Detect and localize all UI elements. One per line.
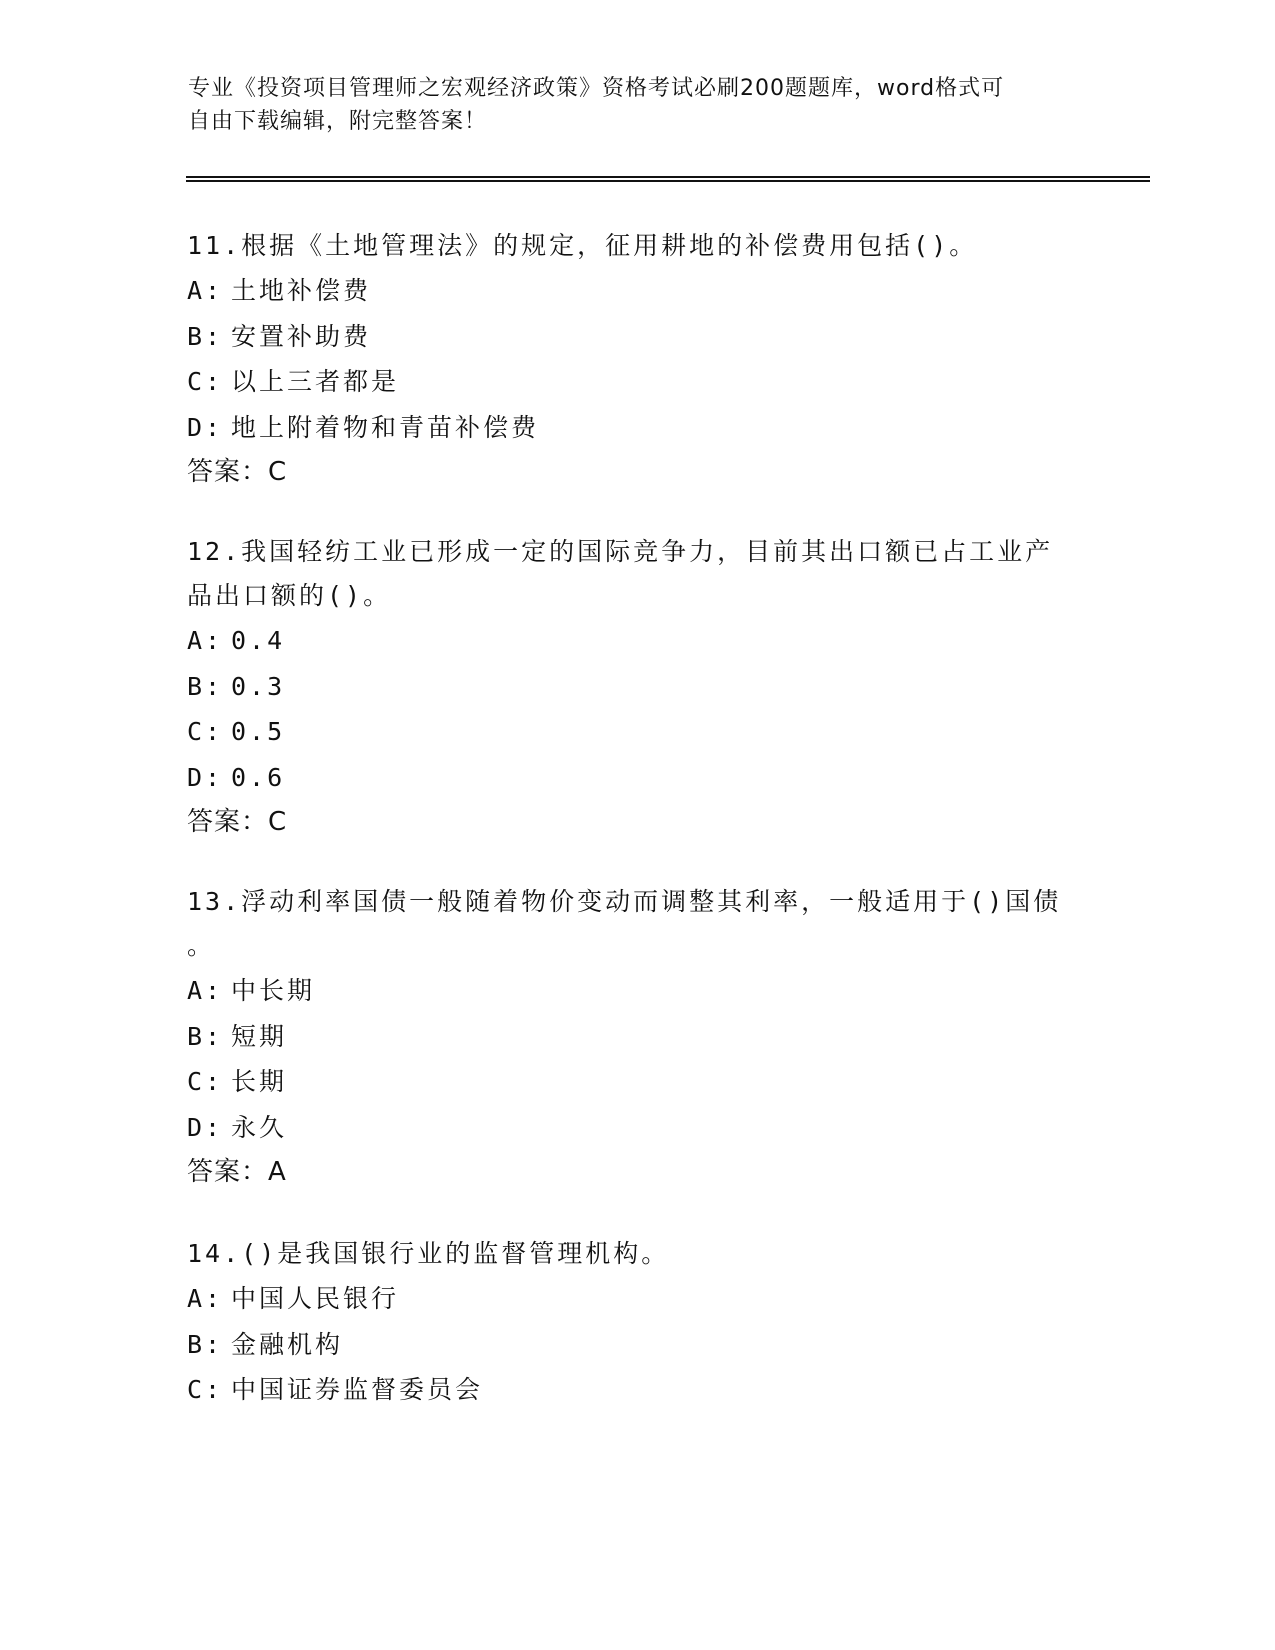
option-key: C: [187,1375,224,1404]
option-text: 中国人民银行 [231,1284,400,1313]
option-text: 以上三者都是 [231,367,400,396]
option-key: A: [187,626,224,655]
option-key: D: [187,762,224,792]
option-a [187,968,1087,1014]
option-key: B: [187,1021,224,1051]
question-stem: 11.根据《土地管理法》的规定，征用耕地的补偿费用包括()。 [187,231,978,260]
option-c [187,709,1087,755]
option-key: D: [187,1112,224,1142]
question-11 [187,224,1087,496]
question-13 [187,880,1087,1196]
option-key: B: [187,671,224,701]
header-line-2: 自由下载编辑，附完整答案！ [188,109,488,134]
option-text: 短期 [231,1021,288,1051]
answer: 答案：A [187,1157,287,1187]
option-text: 永久 [231,1112,288,1142]
option-text: 地上附着物和青苗补偿费 [231,412,540,442]
header-divider [186,176,1150,182]
option-a [187,1276,1087,1322]
option-b [187,1322,1087,1368]
document-header [188,72,1088,138]
question-14 [187,1232,1087,1413]
option-text: 中长期 [231,976,316,1005]
option-key: A: [187,976,224,1005]
question-stem-continued: 。 [187,931,216,960]
question-stem: 12.我国轻纺工业已形成一定的国际竞争力，目前其出口额已占工业产 [187,537,1054,566]
option-key: A: [187,276,224,305]
option-key: C: [187,1067,224,1096]
option-text: 0.4 [231,626,286,655]
option-key: A: [187,1284,224,1313]
option-key: C: [187,717,224,746]
option-text: 长期 [231,1067,288,1096]
question-stem: 14.()是我国银行业的监督管理机构。 [187,1239,670,1268]
option-d [187,755,1087,801]
option-key: B: [187,1329,224,1359]
option-key: B: [187,321,224,351]
option-c [187,1367,1087,1413]
question-12 [187,530,1087,846]
option-text: 0.5 [231,717,286,746]
option-text: 0.6 [231,762,286,792]
option-text: 金融机构 [231,1329,344,1359]
answer: 答案：C [187,807,288,837]
option-text: 中国证券监督委员会 [231,1375,484,1404]
option-text: 土地补偿费 [231,276,372,305]
option-c [187,359,1087,405]
option-a [187,618,1087,664]
option-key: D: [187,412,224,442]
option-key: C: [187,367,224,396]
option-d [187,1105,1087,1151]
option-a [187,268,1087,314]
option-d [187,405,1087,451]
option-c [187,1059,1087,1105]
question-stem-continued: 品出口额的()。 [187,581,392,610]
header-line-1: 专业《投资项目管理师之宏观经济政策》资格考试必刷200题题库，word格式可 [188,76,1005,101]
option-b [187,664,1087,710]
option-text: 0.3 [231,671,286,701]
option-b [187,314,1087,360]
question-stem: 13.浮动利率国债一般随着物价变动而调整其利率，一般适用于()国债 [187,887,1062,916]
answer: 答案：C [187,457,288,487]
option-text: 安置补助费 [231,321,372,351]
option-b [187,1014,1087,1060]
